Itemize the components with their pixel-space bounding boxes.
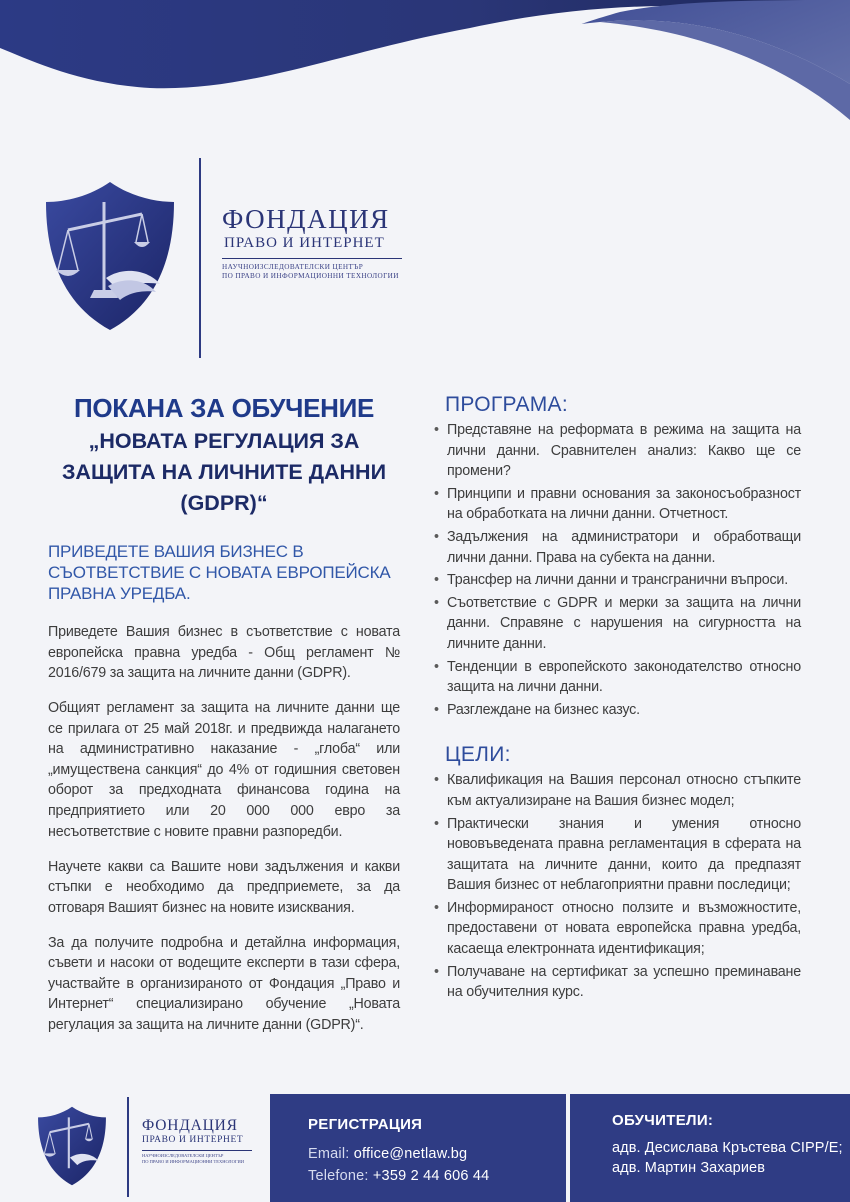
footer-logo-subtitle-line2: ПО ПРАВО И ИНФОРМАЦИОННИ ТЕХНОЛОГИИ [142,1158,244,1164]
program-list [431,420,801,720]
footer-logo-divider [127,1097,129,1197]
program-item: • Задължения на администратори и обработващи лични данни. Права на субекта на данни. [431,527,801,568]
logo-name-line2: ПРАВО И ИНТЕРНЕТ [224,235,385,251]
invitation-paragraph: Приведете Вашия бизнес в съответствие с новата европейска правна уредба - Общ регламент № 2016/679 за защита на личните данни (GDPR). [48,624,400,682]
phone-number[interactable]: +359 2 44 606 44 [372,1168,490,1184]
trainers-panel [570,1094,850,1202]
goals-heading: ЦЕЛИ: [445,743,511,767]
program-column [431,392,801,1005]
footer-logo [142,1118,270,1164]
footer-logo-name-line2: ПРАВО И ИНТЕРНЕТ [142,1135,244,1145]
trainers-heading: ОБУЧИТЕЛИ: [612,1112,714,1129]
footer-logo-subtitle-line1: НАУЧНОИЗСЛЕДОВАТЕЛСКИ ЦЕНТЪР [142,1153,224,1158]
invitation-column [48,392,400,1050]
course-title: „НОВАТА РЕГУЛАЦИЯ ЗА ЗАЩИТА НА ЛИЧНИТЕ ДАННИ (GDPR)“ [61,429,387,515]
footer-logo-separator [142,1150,252,1151]
program-item: • Представяне на реформата в режима на защита на лични данни. Сравнителен анализ: Какво ще се промени? [431,420,801,482]
program-item: • Тенденции в европейското законодателство относно защита на лични данни. [431,657,801,698]
goal-item: • Практически знания и умения относно нововъведената правна регламентация в сферата на защитата на личните данни, които да предпазят Вашия бизнес от неблагоприятни правни последици; [431,814,801,896]
logo-name-line1: ФОНДАЦИЯ [222,204,390,234]
goal-item: • Квалификация на Вашия персонал относно стъпките към актуализиране на Вашия бизнес модел; [431,770,801,811]
scales-of-justice-shield-icon [44,180,176,332]
footer-logo-name-line1: ФОНДАЦИЯ [142,1117,238,1134]
trainer-name: адв. Десислава Кръстева CIPP/E; [612,1140,843,1156]
goal-item: • Получаване на сертификат за успешно преминаване на обучителния курс. [431,962,801,1003]
logo-divider [199,158,201,358]
email-link[interactable]: office@netlaw.bg [353,1146,468,1162]
footer-scales-shield-icon [37,1104,107,1188]
goals-list [431,770,801,1003]
registration-heading: РЕГИСТРАЦИЯ [308,1116,423,1133]
phone-label: Telefone: [308,1168,369,1184]
invitation-paragraph: Научете какви са Вашите нови задължения и какви стъпки е необходимо да предприемете, за да отговаря Вашият бизнес на новите изисквания. [48,858,400,916]
invitation-subtitle: ПРИВЕДЕТЕ ВАШИЯ БИЗНЕС В СЪОТВЕТСТВИЕ С НОВАТА ЕВРОПЕЙСКА ПРАВНА УРЕДБА. [48,542,391,603]
registration-email-line [308,1146,467,1162]
goal-item: • Информираност относно ползите и възможностите, предоставени от новата европейска правна уредба, касаеща електронната идентификация; [431,898,801,960]
invitation-paragraph: За да получите подробна и детайлна информация, съвети и насоки от водещите експерти в тази сфера, участвайте в организираното от Фондация „Право и Интернет“ специализирано обучение „Новата регулация за защита на личните данни (GDPR)“. [48,934,400,1033]
program-heading: ПРОГРАМА: [445,393,568,416]
program-item: • Разглеждане на бизнес казус. [431,700,801,721]
program-item: • Трансфер на лични данни и трансгранични въпроси. [431,570,801,591]
logo-subtitle-line2: ПО ПРАВО И ИНФОРМАЦИОННИ ТЕХНОЛОГИИ [222,272,399,280]
email-label: Email: [308,1146,350,1162]
registration-panel [270,1094,566,1202]
logo-separator [222,258,402,259]
logo-subtitle-line1: НАУЧНОИЗСЛЕДОВАТЕЛСКИ ЦЕНТЪР [222,263,364,271]
trainer-name: адв. Мартин Захариев [612,1160,766,1176]
registration-phone-line [308,1168,489,1184]
foundation-logo [222,205,412,281]
program-item: • Принципи и правни основания за законосъобразност на обработката на лични данни. Отчетност. [431,484,801,525]
invitation-paragraph: Общият регламент за защита на личните данни ще се прилага от 25 май 2018г. и предвижда налагането на административно наказание - „глоба“ или „имуществена санкция“ до 4% от годишния световен оборот за предходната финансова година на предприятието или 20 000 000 евро за несъответствие с новите правни разпоредби. [48,700,400,840]
invitation-title: ПОКАНА ЗА ОБУЧЕНИЕ [73,393,375,423]
program-item: • Съответствие с GDPR и мерки за защита на лични данни. Справяне с нарушения на сигурността на личните данни. [431,593,801,655]
